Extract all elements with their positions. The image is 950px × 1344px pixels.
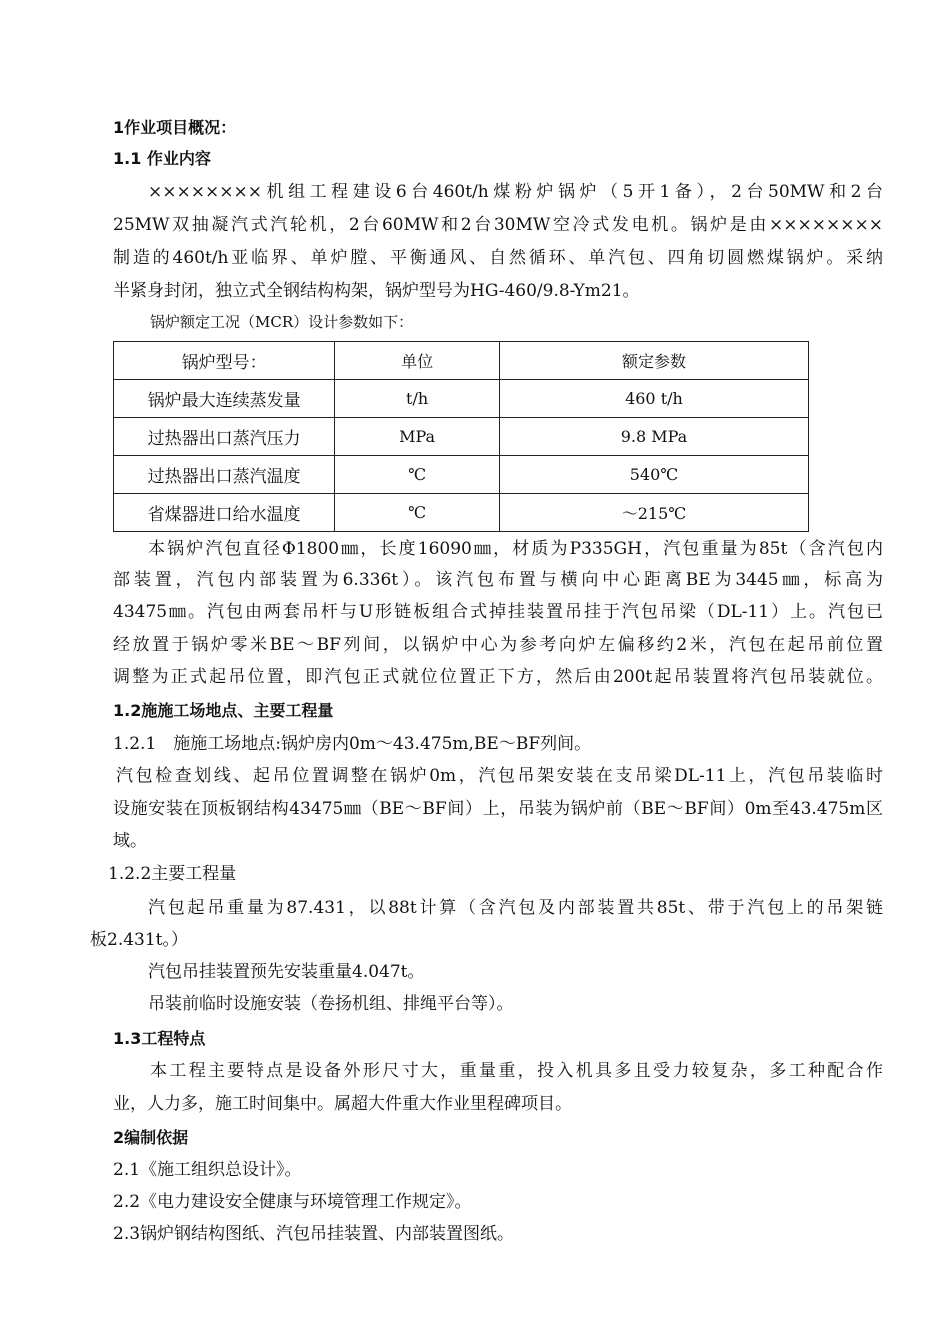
- table-cell: 9.8 MPa: [499, 418, 808, 456]
- paragraph-line: 部装置，汽包内部装置为6.336t）。该汽包布置与横向中心距离BE为3445㎜，标高为: [113, 570, 883, 590]
- table-cell: 过热器出口蒸汽温度: [114, 456, 335, 494]
- paragraph-line: 调整为正式起吊位置，即汽包正式就位位置正下方，然后由200t起吊装置将汽包吊装就位。: [113, 667, 883, 687]
- paragraph-line: 本锅炉汽包直径Φ1800㎜，长度16090㎜，材质为P335GH，汽包重量为85t（含汽包内: [148, 539, 883, 559]
- paragraph-line: 吊装前临时设施安装（卷扬机组、排绳平台等）。: [148, 994, 514, 1014]
- paragraph-line: 域。: [113, 831, 147, 851]
- list-item: 2.3锅炉钢结构图纸、汽包吊挂装置、内部装置图纸。: [113, 1224, 515, 1244]
- subsection-1-2-1: 1.2.1 施施工场地点:锅炉房内0m～43.475m,BE～BF列间。: [113, 734, 592, 754]
- boiler-parameters-table: [113, 341, 809, 532]
- table-row: [114, 494, 809, 532]
- section-1-heading: 1作业项目概况：: [113, 118, 237, 137]
- list-item: 2.2《电力建设安全健康与环境管理工作规定》。: [113, 1192, 472, 1212]
- paragraph-line: 汽包检查划线、起吊位置调整在锅炉0m，汽包吊架安装在支吊梁DL-11上，汽包吊装临时: [116, 766, 883, 786]
- table-caption: 锅炉额定工况（MCR）设计参数如下：: [150, 313, 414, 331]
- table-row: [114, 456, 809, 494]
- table-cell: 460 t/h: [499, 380, 808, 418]
- table-header-cell: 额定参数: [499, 342, 808, 380]
- paragraph-line: 业，人力多，施工时间集中。属超大件重大作业里程碑项目。: [113, 1094, 572, 1114]
- table-cell: ℃: [335, 494, 500, 532]
- paragraph-line: 制造的460t/h亚临界、单炉膛、平衡通风、自然循环、单汽包、四角切圆燃煤锅炉。采纳: [113, 248, 883, 268]
- table-header-cell: 锅炉型号：: [114, 342, 335, 380]
- section-1-2-heading: 1.2施施工场地点、主要工程量: [113, 701, 334, 720]
- table-cell: ～215℃: [499, 494, 808, 532]
- table-cell: t/h: [335, 380, 500, 418]
- table-row: [114, 380, 809, 418]
- paragraph-line: 汽包吊挂装置预先安装重量4.047t。: [148, 962, 425, 982]
- table-cell: 锅炉最大连续蒸发量: [114, 380, 335, 418]
- table-cell: 省煤器进口给水温度: [114, 494, 335, 532]
- list-item: 2.1《施工组织总设计》。: [113, 1160, 302, 1180]
- table-cell: MPa: [335, 418, 500, 456]
- table-row: [114, 418, 809, 456]
- paragraph-line: 板2.431t。）: [90, 930, 188, 950]
- paragraph-line: 经放置于锅炉零米BE～BF列间，以锅炉中心为参考向炉左偏移约2米，汽包在起吊前位置: [113, 635, 883, 655]
- paragraph-line: 本工程主要特点是设备外形尺寸大，重量重，投入机具多且受力较复杂，多工种配合作: [150, 1061, 883, 1081]
- table-header-cell: 单位: [335, 342, 500, 380]
- paragraph-line: 半紧身封闭，独立式全钢结构构架，锅炉型号为HG-460/9.8-Ym21。: [113, 281, 640, 301]
- section-1-1-heading: 1.1 作业内容: [113, 149, 211, 168]
- section-2-heading: 2编制依据: [113, 1128, 189, 1147]
- subsection-1-2-2: 1.2.2主要工程量: [108, 864, 237, 884]
- paragraph-line: 设施安装在顶板钢结构43475㎜（BE～BF间）上，吊装为锅炉前（BE～BF间）0m至43.475m区: [113, 799, 883, 819]
- paragraph-line: ××××××××机组工程建设6台460t/h煤粉炉锅炉（5开1备），2台50MW和2台: [148, 182, 883, 202]
- paragraph-line: 25MW双抽凝汽式汽轮机，2台60MW和2台30MW空冷式发电机。锅炉是由××××××××: [113, 215, 883, 235]
- section-1-3-heading: 1.3工程特点: [113, 1029, 206, 1048]
- table-header-row: [114, 342, 809, 380]
- paragraph-line: 43475㎜。汽包由两套吊杆与U形链板组合式掉挂装置吊挂于汽包吊梁（DL-11）上。汽包已: [113, 602, 883, 622]
- table-cell: ℃: [335, 456, 500, 494]
- table-cell: 540℃: [499, 456, 808, 494]
- table-cell: 过热器出口蒸汽压力: [114, 418, 335, 456]
- paragraph-line: 汽包起吊重量为87.431，以88t计算（含汽包及内部装置共85t、带于汽包上的吊架链: [148, 898, 883, 918]
